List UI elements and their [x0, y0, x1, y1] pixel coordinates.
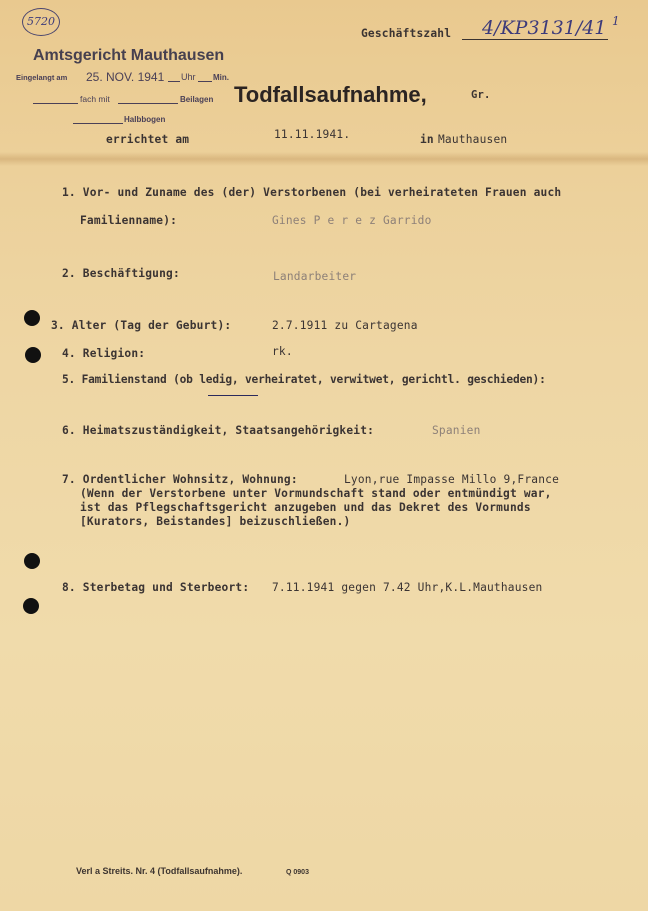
punch-hole — [23, 598, 39, 614]
item-7-value: Lyon,rue Impasse Millo 9,France — [344, 473, 559, 486]
item-3-label: 3. Alter (Tag der Geburt): — [51, 319, 232, 332]
copies-label: fach mit — [80, 94, 110, 104]
punch-hole — [24, 553, 40, 569]
file-number: 4/KP3131/41 — [482, 17, 607, 39]
received-label: Eingelangt am — [16, 73, 68, 82]
item-7-note-1: (Wenn der Verstorbene unter Vormundschaft stand oder entmündigt war, — [80, 487, 552, 500]
item-2-label: 2. Beschäftigung: — [62, 267, 180, 280]
file-number-line — [462, 39, 608, 40]
halfsheets-label: Halbbogen — [124, 115, 166, 124]
form-reference: Verl a Streits. Nr. 4 (Todfallsaufnahme). — [76, 866, 243, 876]
item-8-label: 8. Sterbetag und Sterbeort: — [62, 581, 250, 594]
copies-line — [33, 103, 78, 104]
place-value: Mauthausen — [438, 133, 508, 146]
corner-note-text: 5720 — [27, 15, 55, 28]
created-date: 11.11.1941. — [274, 128, 351, 141]
gr-label: Gr. — [471, 89, 491, 101]
attachments-line — [118, 103, 178, 104]
minute-label: Min. — [213, 73, 229, 82]
item-1-value: Gines P e r e z Garrido — [272, 214, 432, 227]
hour-label: Uhr — [181, 72, 196, 82]
item-7-label: 7. Ordentlicher Wohnsitz, Wohnung: — [62, 473, 298, 486]
place-label: in — [420, 133, 434, 146]
form-code: Q 0903 — [286, 869, 309, 876]
item-1-label: 1. Vor- und Zuname des (der) Verstorbenen (bei verheirateten Frauen auch — [62, 186, 562, 199]
file-mark: 1 — [612, 14, 620, 28]
corner-note — [22, 8, 60, 36]
created-label: errichtet am — [106, 133, 190, 146]
punch-hole — [24, 310, 40, 326]
item-5-answer-line — [208, 395, 258, 396]
hour-line — [168, 81, 180, 82]
halfsheets-line — [73, 123, 123, 124]
paper-fold — [0, 152, 648, 166]
court-name: Amtsgericht Mauthausen — [33, 47, 225, 64]
item-1-label-cont: Familienname): — [80, 214, 178, 227]
item-5-label: 5. Familienstand (ob ledig, verheiratet, verwitwet, gerichtl. geschieden): — [62, 373, 546, 386]
item-2-value: Landarbeiter — [273, 270, 357, 283]
item-6-value: Spanien — [432, 424, 481, 437]
punch-hole — [25, 347, 41, 363]
item-4-label: 4. Religion: — [62, 347, 146, 360]
item-4-value: rk. — [272, 345, 293, 358]
received-date: 25. NOV. 1941 — [86, 70, 165, 84]
file-label: Geschäftszahl — [361, 27, 452, 40]
attachments-label: Beilagen — [180, 95, 214, 104]
minute-line — [198, 81, 212, 82]
item-7-note-2: ist das Pflegschaftsgericht anzugeben und das Dekret des Vormunds — [80, 501, 531, 514]
item-6-label: 6. Heimatszuständigkeit, Staatsangehörigkeit: — [62, 424, 375, 437]
item-8-value: 7.11.1941 gegen 7.42 Uhr,K.L.Mauthausen — [272, 581, 543, 594]
item-7-note-3: [Kurators, Beistandes] beizuschließen.) — [80, 515, 351, 528]
item-3-value: 2.7.1911 zu Cartagena — [272, 319, 418, 332]
document-title: Todfallsaufnahme, — [234, 82, 427, 107]
